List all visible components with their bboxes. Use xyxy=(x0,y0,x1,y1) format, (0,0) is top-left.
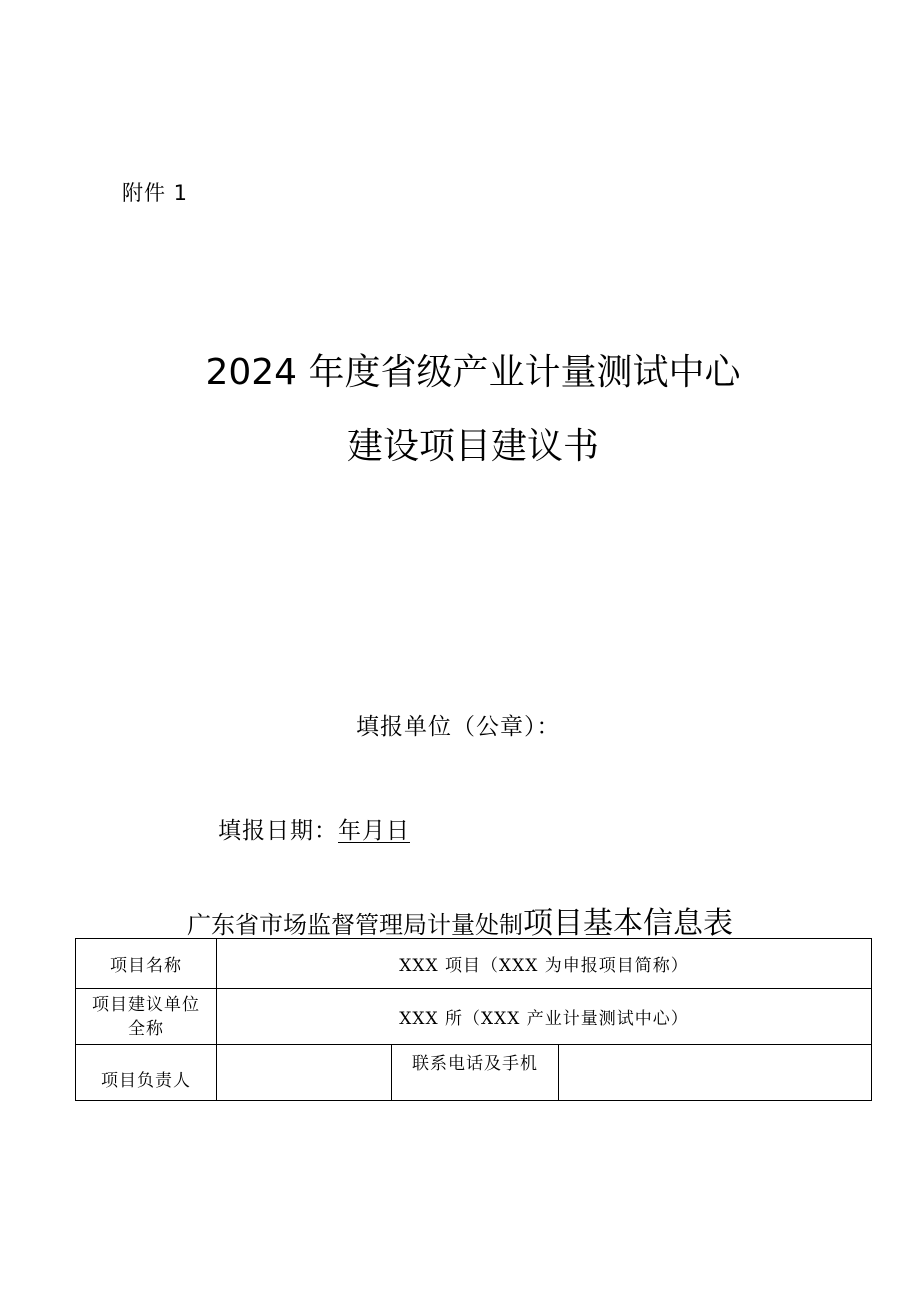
project-info-table xyxy=(75,938,872,1101)
unit-name-label-line1: 项目建议单位 xyxy=(92,994,200,1015)
project-name-value[interactable]: XXX 项目（XXX 为申报项目简称） xyxy=(217,939,872,989)
reporting-date-label: 填报日期： xyxy=(218,818,338,844)
reporting-date-field[interactable]: 年月日 xyxy=(338,818,410,844)
unit-name-value[interactable]: XXX 所（XXX 产业计量测试中心） xyxy=(217,989,872,1045)
unit-name-label-line2: 全称 xyxy=(128,1018,164,1039)
document-title-line1: 2024 年度省级产业计量测试中心 xyxy=(205,352,741,393)
project-leader-label: 项目负责人 xyxy=(76,1045,217,1101)
contact-phone-field[interactable] xyxy=(559,1045,872,1101)
contact-phone-label: 联系电话及手机 xyxy=(392,1045,559,1101)
reporting-unit-label: 填报单位（公章）： xyxy=(356,714,561,740)
project-name-label: 项目名称 xyxy=(76,939,217,989)
table-title xyxy=(0,898,920,942)
table-row xyxy=(76,939,872,989)
table-row xyxy=(76,989,872,1045)
document-title-line2: 建设项目建议书 xyxy=(346,426,599,467)
project-leader-field[interactable] xyxy=(217,1045,392,1101)
attachment-label: 附件 1 xyxy=(122,181,189,205)
table-title-main: 项目基本信息表 xyxy=(523,906,733,941)
table-title-prefix: 广东省市场监督管理局计量处制 xyxy=(187,911,523,939)
unit-name-label-text xyxy=(92,993,200,1041)
reporting-date-line xyxy=(218,812,410,845)
unit-name-label xyxy=(76,989,217,1045)
table-row xyxy=(76,1045,872,1101)
